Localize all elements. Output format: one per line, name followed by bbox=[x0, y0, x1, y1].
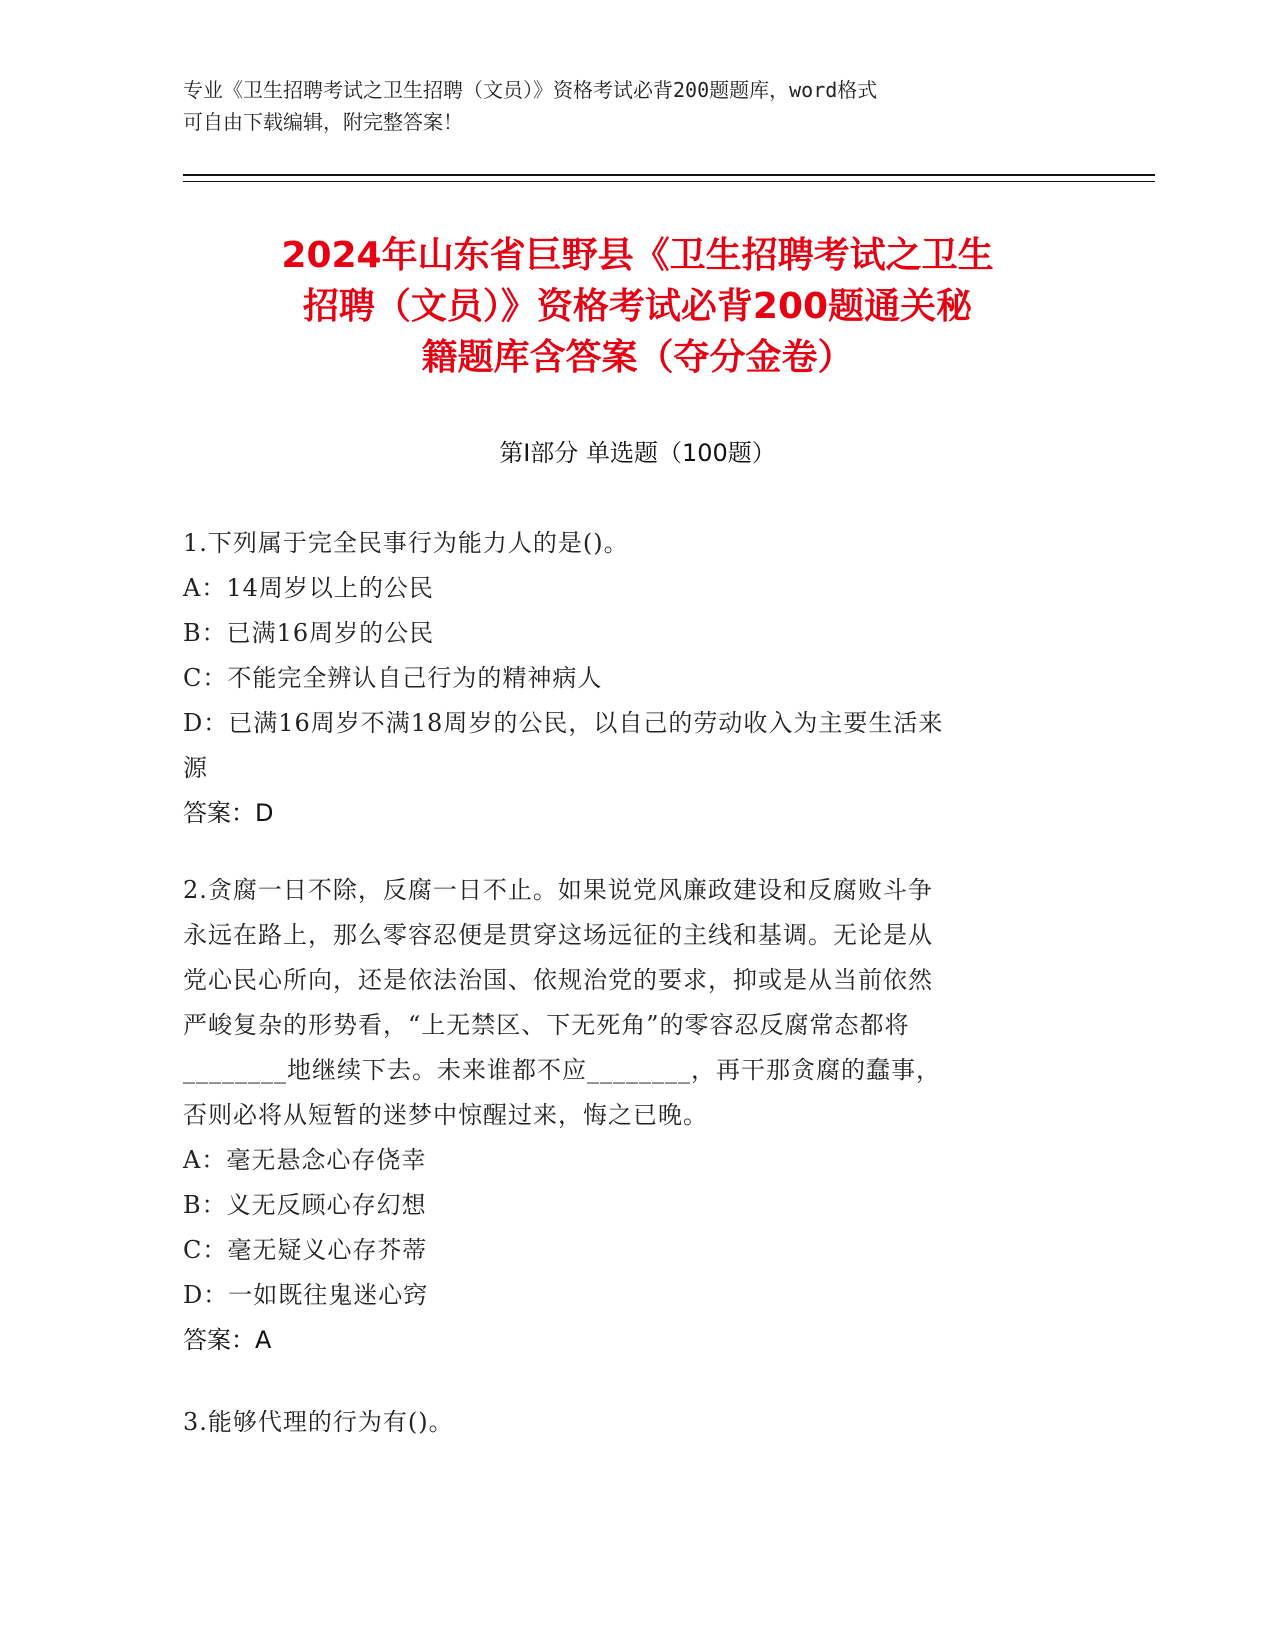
question-3 bbox=[183, 1400, 1083, 1445]
option-b: B：义无反顾心存幻想 bbox=[183, 1191, 427, 1219]
question-stem: 3.能够代理的行为有()。 bbox=[183, 1408, 454, 1436]
header-divider-thick bbox=[183, 174, 1155, 176]
question-2 bbox=[183, 868, 1083, 1363]
document-title-line: 2024年山东省巨野县《卫生招聘考试之卫生 bbox=[281, 235, 994, 276]
option-d: D：一如既往鬼迷心窍 bbox=[183, 1281, 429, 1309]
header-note-line: 可自由下载编辑，附完整答案！ bbox=[183, 110, 463, 134]
section-heading: 第Ⅰ部分 单选题（100题） bbox=[499, 439, 776, 467]
option-d-continued: 源 bbox=[183, 754, 208, 782]
question-1 bbox=[183, 521, 1083, 836]
option-a: A：14周岁以上的公民 bbox=[183, 574, 434, 602]
question-stem: 严峻复杂的形势看，“上无禁区、下无死角”的零容忍反腐常态都将 bbox=[183, 1011, 910, 1039]
document-title-line: 招聘（文员）》资格考试必背200题通关秘 bbox=[302, 286, 973, 327]
header-note-line: 专业《卫生招聘考试之卫生招聘（文员）》资格考试必背200题题库，word格式 bbox=[183, 78, 878, 102]
option-c: C：不能完全辨认自己行为的精神病人 bbox=[183, 664, 603, 692]
header-note bbox=[183, 74, 1083, 138]
document-title bbox=[150, 230, 1125, 383]
question-stem: 永远在路上，那么零容忍便是贯穿这场远征的主线和基调。无论是从 bbox=[183, 921, 933, 949]
document-title-line: 籍题库含答案（夺分金卷） bbox=[421, 337, 854, 378]
question-stem: 党心民心所向，还是依法治国、依规治党的要求，抑或是从当前依然 bbox=[183, 966, 933, 994]
question-stem: 否则必将从短暂的迷梦中惊醒过来，悔之已晚。 bbox=[183, 1101, 708, 1129]
option-a: A：毫无悬念心存侥幸 bbox=[183, 1146, 427, 1174]
question-stem: 1.下列属于完全民事行为能力人的是()。 bbox=[183, 529, 629, 557]
answer-label: 答案：A bbox=[183, 1326, 272, 1354]
question-stem: 2.贪腐一日不除，反腐一日不止。如果说党风廉政建设和反腐败斗争 bbox=[183, 876, 933, 904]
answer-label: 答案：D bbox=[183, 799, 274, 827]
question-stem: ________地继续下去。未来谁都不应________，再干那贪腐的蠢事， bbox=[183, 1056, 941, 1084]
option-c: C：毫无疑义心存芥蒂 bbox=[183, 1236, 428, 1264]
option-b: B：已满16周岁的公民 bbox=[183, 619, 435, 647]
header-divider-thin bbox=[183, 181, 1155, 182]
option-d: D：已满16周岁不满18周岁的公民，以自己的劳动收入为主要生活来 bbox=[183, 709, 944, 737]
